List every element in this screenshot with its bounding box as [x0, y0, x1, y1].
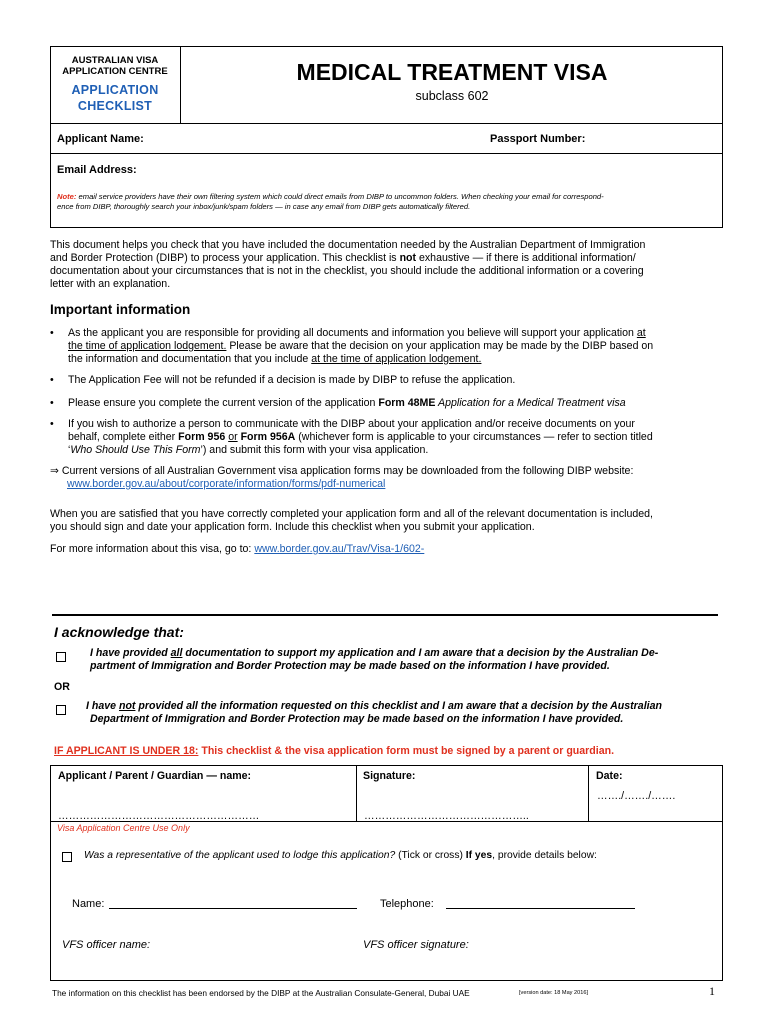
org-line1: AUSTRALIAN VISA	[71, 55, 159, 66]
checklist-line2: CHECKLIST	[77, 99, 153, 113]
text: Please ensure you complete the current version of the application	[68, 397, 379, 409]
sig-divider-2	[588, 765, 589, 821]
text: If yes	[465, 850, 493, 861]
text: This checklist & the visa application form must be signed by a parent or guardian.	[198, 745, 615, 757]
text: Who Should Use This Form	[70, 444, 201, 456]
text: IF APPLICANT IS UNDER 18:	[54, 745, 199, 757]
acknowledge-heading: I acknowledge that:	[54, 624, 184, 640]
date-label: Date:	[596, 770, 623, 782]
rep-name-field[interactable]	[109, 908, 357, 909]
intro-line	[50, 252, 730, 265]
checklist-label	[50, 82, 180, 114]
or-label: OR	[54, 681, 70, 693]
rep-name-label: Name:	[72, 898, 105, 910]
more-info	[50, 543, 740, 556]
text: provided all the information requested on this checklist and I am aware that a decision by the Australian	[135, 700, 662, 712]
text: Current versions of all Australian Government visa application forms may be downloaded from the following DIBP website:	[58, 465, 634, 477]
intro-line: This document helps you check that you have included the documentation needed by the Australian Department of Immigration	[50, 239, 646, 251]
text: Form 956	[178, 431, 226, 443]
text: ‘	[68, 444, 71, 456]
text: Application for a Medical Treatment visa	[435, 397, 626, 409]
arrow-icon: ⇒	[50, 465, 59, 477]
bullet-icon: •	[50, 397, 54, 409]
applicant-box	[50, 124, 723, 228]
org-name	[50, 55, 180, 77]
checkbox[interactable]	[56, 652, 66, 662]
text: Form 48ME	[378, 397, 436, 409]
text: documentation to support my application and I am aware that a decision by the Australian De-	[182, 647, 659, 659]
text: not	[118, 700, 136, 712]
footer-text: The information on this checklist has been endorsed by the DIBP at the Australian Consulate-General, Dubai UAE	[52, 988, 470, 998]
text: Please be aware that the decision on your application may be made by the DIBP based on	[226, 340, 654, 352]
text: the time of application lodgement.	[68, 340, 227, 352]
date-field[interactable]: ……./……./…….	[597, 790, 676, 802]
rep-telephone-label: Telephone:	[380, 898, 434, 910]
text: (Tick or cross)	[395, 850, 466, 861]
closing-line: When you are satisfied that you have correctly completed your application form and all of the relevant documentation is included,	[50, 508, 654, 520]
email-address-label: Email Address:	[57, 164, 137, 176]
visa-link[interactable]: www.border.gov.au/Trav/Visa-1/602-	[254, 543, 425, 555]
bullet-text	[68, 397, 720, 410]
closing-line: you should sign and date your application form. Include this checklist when you submit your application.	[50, 521, 535, 533]
text: Form 956A	[240, 431, 296, 443]
text: As the applicant you are responsible for providing all documents and information you believe will support your application	[68, 327, 637, 339]
text: I have provided	[90, 647, 171, 659]
text: all	[170, 647, 183, 659]
text: (whichever form is applicable to your circumstances — refer to section titled	[295, 431, 653, 443]
page-number: 1	[709, 984, 715, 998]
text: at the time of application lodgement.	[311, 353, 482, 365]
intro-line: letter with an explanation.	[50, 278, 171, 290]
text: behalf, complete either	[68, 431, 179, 443]
applicant-name-label: Applicant Name:	[57, 133, 144, 145]
forms-link[interactable]: www.border.gov.au/about/corporate/information/forms/pdf-numerical	[67, 478, 386, 490]
under-18-warning	[54, 745, 614, 757]
vac-label: Visa Application Centre Use Only	[57, 823, 190, 833]
note-text-2: ence from DIBP, thoroughly search your inbox/junk/spam folders — in case any email from DIBP gets automatically filtered.	[57, 202, 471, 211]
text: the information and documentation that you include	[68, 353, 312, 365]
text: ’) and submit this form with your visa application.	[200, 444, 429, 456]
bullet-authorize	[50, 418, 720, 458]
bullet-text	[68, 418, 720, 457]
text: For more information about this visa, go to:	[50, 543, 255, 555]
checklist-line1: APPLICATION	[71, 83, 159, 97]
guardian-name-label: Applicant / Parent / Guardian — name:	[58, 770, 252, 782]
intro-text: and Border Protection (DIBP) to process your application. This checklist is	[50, 252, 400, 264]
email-note	[57, 192, 717, 212]
bullet-text	[68, 327, 720, 366]
text: partment of Immigration and Border Protection may be made based on the information I have provided.	[90, 660, 610, 672]
acknowledge-rule	[52, 614, 718, 616]
signature-label: Signature:	[363, 770, 416, 782]
passport-number-label: Passport Number:	[490, 133, 586, 145]
sig-divider-1	[356, 765, 357, 821]
page-title: MEDICAL TREATMENT VISA	[296, 59, 608, 85]
text: Was a representative of the applicant used to lodge this application?	[84, 850, 396, 861]
version-date: [version date: 18 May 2016]	[519, 990, 589, 996]
note-label: Note:	[57, 192, 77, 201]
intro-line: documentation about your circumstances that is not in the checklist, you should include the additional information or a covering	[50, 265, 644, 277]
closing-paragraph	[50, 508, 740, 534]
intro-not: not	[399, 252, 417, 264]
text: , provide details below:	[492, 850, 597, 861]
applicant-divider	[50, 153, 723, 154]
checkbox[interactable]	[62, 852, 72, 862]
checkbox[interactable]	[56, 705, 66, 715]
bullet-responsibility	[50, 327, 720, 367]
intro-text: exhaustive — if there is additional information/	[416, 252, 636, 264]
text: Department of Immigration and Border Protection may be made based on the information I have provided.	[90, 713, 624, 725]
vfs-officer-signature-label: VFS officer signature:	[363, 939, 469, 951]
rep-telephone-field[interactable]	[446, 908, 635, 909]
note-text: email service providers have their own filtering system which could direct emails from DIBP to uncommon folders. When checking your email for correspond-	[76, 192, 604, 201]
text: I have	[86, 700, 119, 712]
ack-option-1-text	[90, 647, 726, 673]
guardian-name-field[interactable]: …………………………………………………	[58, 810, 260, 822]
download-note	[50, 465, 740, 491]
representative-text	[84, 849, 712, 862]
vfs-officer-name-label: VFS officer name:	[62, 939, 151, 951]
text: If you wish to authorize a person to communicate with the DIBP about your application and/or receive documents on your	[68, 418, 635, 430]
bullet-icon: •	[50, 374, 54, 386]
bullet-icon: •	[50, 418, 54, 430]
org-line2: APPLICATION CENTRE	[62, 66, 168, 77]
page-subtitle: subclass 602	[415, 89, 489, 103]
text: or	[228, 431, 238, 443]
ack-option-2-text	[86, 700, 726, 726]
intro-paragraph	[50, 239, 730, 291]
bullet-icon: •	[50, 327, 54, 339]
important-heading: Important information	[50, 302, 191, 317]
signature-field[interactable]: ………………………………………..	[364, 810, 529, 822]
bullet-text: The Application Fee will not be refunded if a decision is made by DIBP to refuse the application.	[68, 374, 516, 386]
text: at	[636, 327, 646, 339]
